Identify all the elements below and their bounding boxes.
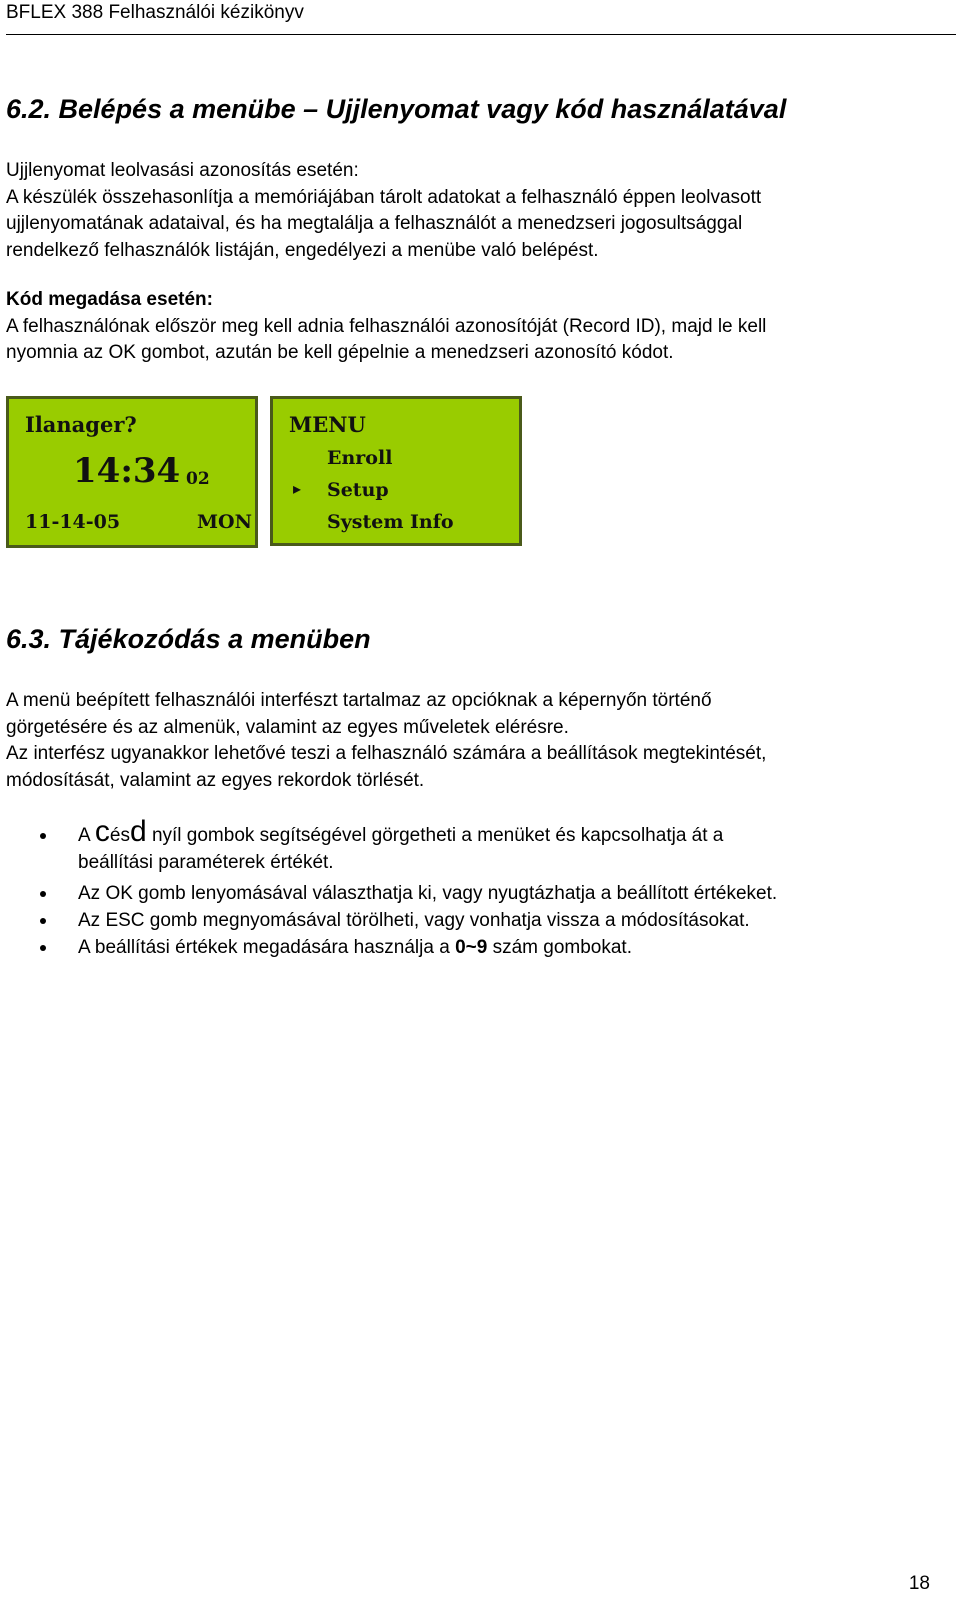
page-number: 18 [908,1573,930,1594]
lcd-day: MON [197,511,252,533]
bullet-text: nyíl gombok segítségével görgetheti a menüket és kapcsolhatja át a [146,825,724,846]
bullet-text: A [78,825,95,846]
bullet-icon [40,945,46,951]
bullet-icon [40,918,46,924]
lcd-menu-title: MENU [289,412,366,437]
header-title: BFLEX 388 Felhasználói kézikönyv [6,2,304,23]
bullet-text-continued: beállítási paraméterek értékét. [78,852,334,873]
bullet-bold-range: 0~9 [455,937,488,958]
paragraph-line: görgetésére és az almenük, valamint az egyes műveletek elérésre. [6,716,569,738]
bullet-text: Az ESC gomb megnyomásával törölheti, vagy vonhatja vissza a módosításokat. [78,910,750,931]
bullet-text: és [109,825,130,846]
lcd-menu-item-enroll: Enroll [327,447,393,469]
lcd-prompt: Ilanager? [25,412,137,437]
page-header [6,0,956,35]
up-arrow-key-icon: c [94,815,110,848]
bullet-icon [40,833,46,839]
lcd-menu-item-setup: Setup [327,479,389,501]
lcd-seconds: 02 [186,469,210,489]
bullet-text: Az OK gomb lenyomásával választhatja ki, vagy nyugtázhatja a beállított értékeket. [78,883,778,904]
bullet-text: szám gombokat. [487,937,632,958]
lcd-date: 11-14-05 [25,511,121,533]
code-subheading: Kód megadása esetén: [6,289,213,310]
paragraph-line: A készülék összehasonlítja a memóriájában tárolt adatokat a felhasználó éppen leolvasott [6,186,762,208]
paragraph-line: módosítását, valamint az egyes rekordok törlését. [6,769,425,791]
down-arrow-key-icon: d [129,815,147,848]
paragraph-line: Ujjlenyomat leolvasási azonosítás esetén: [6,160,359,181]
paragraph-line: A felhasználónak először meg kell adnia felhasználói azonosítóját (Record ID), majd le kell [6,315,767,337]
bullet-icon [40,891,46,897]
paragraph-line: rendelkező felhasználók listáján, engedélyezi a menübe való belépést. [6,239,599,261]
code-paragraph [6,287,951,367]
selection-arrow-icon: ▸ [293,479,302,498]
bullet-text: A beállítási értékek megadására használja a [78,937,456,958]
paragraph-line: nyomnia az OK gombot, azután be kell gépelnie a menedzseri azonosító kódot. [6,342,674,363]
paragraph-line: Az interfész ugyanakkor lehetővé teszi a felhasználó számára a beállítások megtekintését, [6,743,767,764]
section-6-3-heading: 6.3. Tájékozódás a menüben [6,624,371,654]
navigation-paragraph [6,688,951,794]
lcd-menu-item-system-info: System Info [327,511,454,533]
paragraph-line: A menü beépített felhasználói interfészt tartalmaz az opcióknak a képernyőn történő [6,690,712,711]
lcd-time: 14:34 [73,451,181,491]
section-6-2-heading: 6.2. Belépés a menübe – Ujjlenyomat vagy kód használatával [6,94,787,124]
paragraph-line: ujjlenyomatának adataival, és ha megtalálja a felhasználót a menedzseri jogosultsággal [6,213,743,234]
fingerprint-paragraph [6,158,951,264]
lcd-menu-screen [270,396,522,546]
lcd-manager-screen [6,396,258,548]
